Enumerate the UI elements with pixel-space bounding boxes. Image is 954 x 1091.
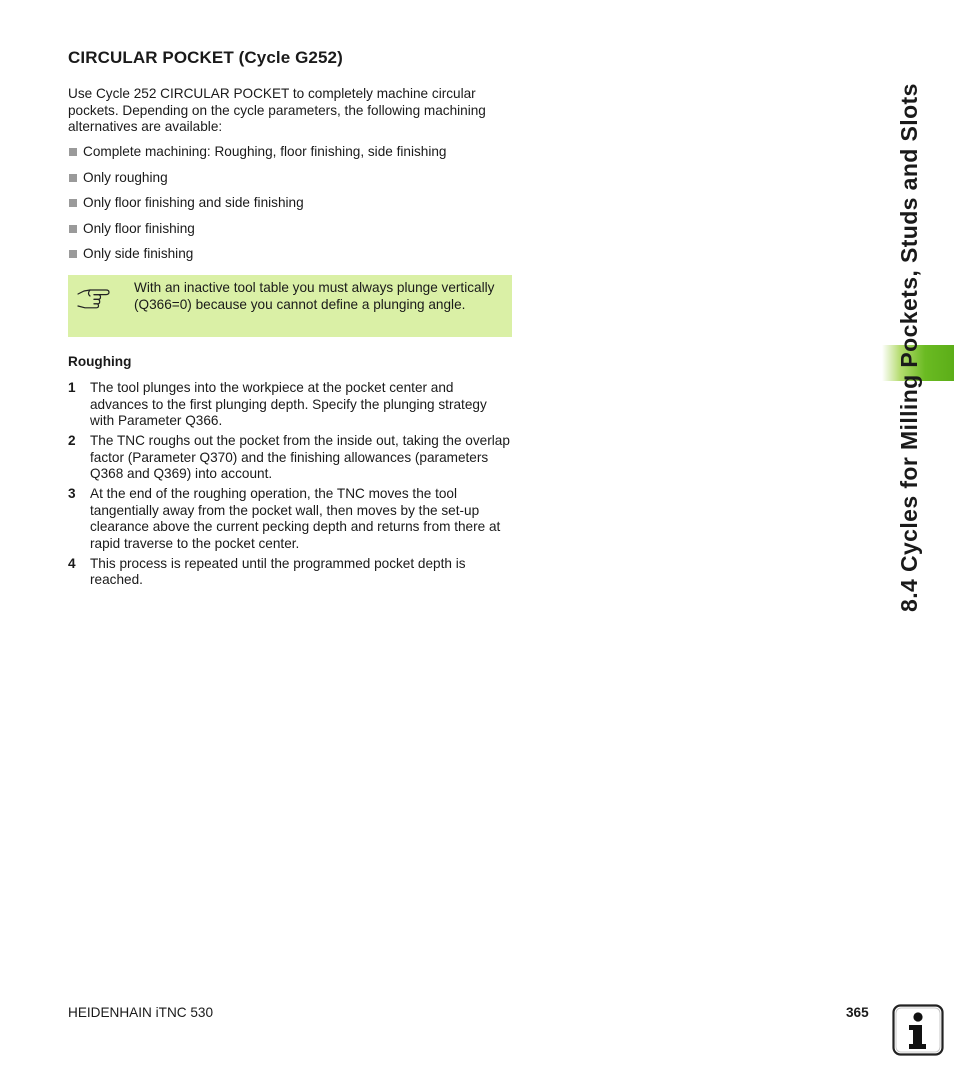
list-item bbox=[68, 220, 446, 246]
list-item-text: Only floor finishing and side finishing bbox=[83, 195, 304, 211]
step-number: 3 bbox=[68, 486, 76, 501]
step-item bbox=[68, 380, 514, 430]
note-box bbox=[68, 275, 512, 337]
alternatives-list bbox=[68, 143, 446, 271]
list-item-text: Only roughing bbox=[83, 169, 168, 185]
info-icon bbox=[892, 1004, 944, 1056]
list-item-text: Only floor finishing bbox=[83, 220, 195, 236]
bullet-square-icon bbox=[69, 148, 77, 156]
step-item bbox=[68, 486, 514, 552]
list-item-text: Complete machining: Roughing, floor finishing, side finishing bbox=[83, 144, 447, 159]
footer-product: HEIDENHAIN iTNC 530 bbox=[68, 1005, 214, 1020]
list-item bbox=[68, 194, 446, 220]
note-text: With an inactive tool table you must always plunge vertically (Q366=0) because you cannot define a plunging angle. bbox=[134, 280, 495, 312]
page-title: CIRCULAR POCKET (Cycle G252) bbox=[68, 48, 343, 67]
bullet-square-icon bbox=[69, 199, 77, 207]
chapter-title: 8.4 Cycles for Milling Pockets, Studs and Slots bbox=[896, 83, 922, 612]
bullet-square-icon bbox=[69, 225, 77, 233]
list-item bbox=[68, 245, 446, 271]
step-number: 1 bbox=[68, 380, 76, 395]
steps-list bbox=[68, 380, 514, 592]
bullet-square-icon bbox=[69, 250, 77, 258]
step-text: The tool plunges into the workpiece at the pocket center and advances to the first plunging depth. Specify the plunging strategy with Parameter Q366. bbox=[90, 380, 487, 428]
page-number: 365 bbox=[846, 1005, 869, 1020]
list-item bbox=[68, 169, 446, 195]
list-item-text: Only side finishing bbox=[83, 246, 194, 262]
section-heading: Roughing bbox=[68, 354, 132, 369]
intro-paragraph: Use Cycle 252 CIRCULAR POCKET to completely machine circular pockets. Depending on the cycle parameters, the following machining alternatives are available: bbox=[68, 86, 486, 134]
step-text: This process is repeated until the programmed pocket depth is reached. bbox=[90, 555, 466, 587]
step-text: At the end of the roughing operation, the TNC moves the tool tangentially away from the pocket wall, then moves by the set-up clearance above the current pecking depth and returns from there at rapid traverse to the pocket center. bbox=[90, 486, 501, 551]
step-text: The TNC roughs out the pocket from the inside out, taking the overlap factor (Parameter Q370) and the finishing allowances (parameters Q368 and Q369) into account. bbox=[90, 433, 510, 481]
bullet-square-icon bbox=[69, 174, 77, 182]
step-item bbox=[68, 556, 514, 589]
pointing-hand-icon bbox=[76, 285, 112, 316]
step-number: 2 bbox=[68, 433, 76, 448]
list-item bbox=[68, 143, 446, 169]
step-number: 4 bbox=[68, 555, 76, 571]
step-item bbox=[68, 433, 514, 483]
